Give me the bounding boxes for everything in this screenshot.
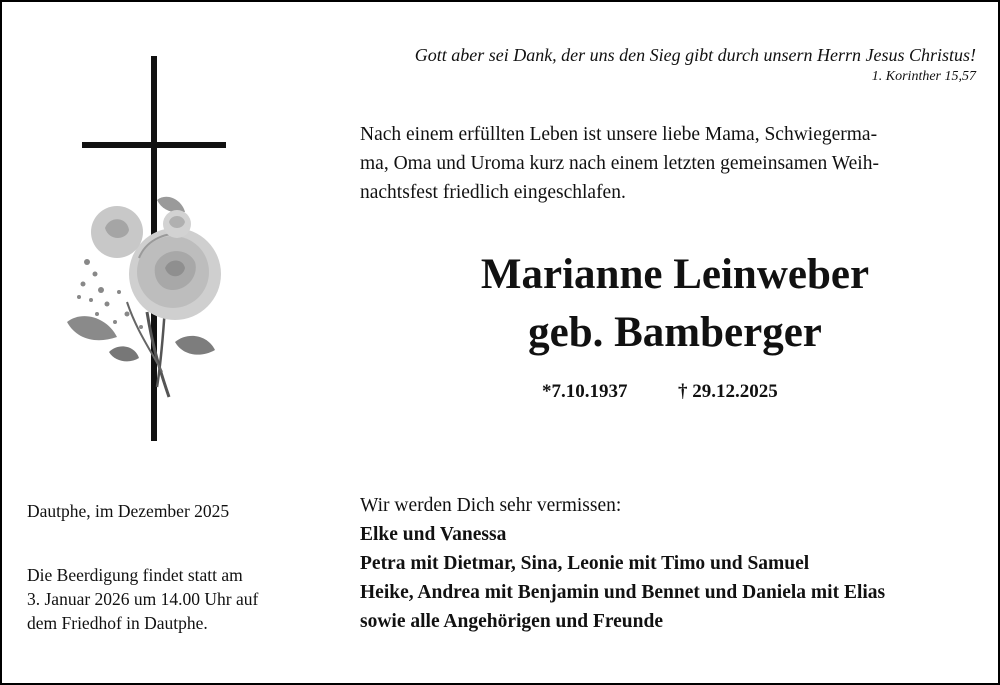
mourners-intro: Wir werden Dich sehr vermissen: xyxy=(360,495,622,516)
deceased-name: Marianne Leinweber xyxy=(480,251,870,298)
mourner-line: sowie alle Angehörigen und Freunde xyxy=(360,611,664,632)
birth-date: *7.10.1937 xyxy=(542,381,628,402)
funeral-line: dem Friedhof in Dautphe. xyxy=(27,613,208,633)
mourner-line: Elke und Vanessa xyxy=(360,524,507,545)
death-date: † 29.12.2025 xyxy=(678,381,778,402)
deceased-maiden-name: geb. Bamberger xyxy=(528,309,822,356)
mourners-list xyxy=(360,520,990,636)
bible-verse: Gott aber sei Dank, der uns den Sieg gibt durch unsern Herrn Jesus Christus! xyxy=(414,45,976,65)
bible-verse-reference: 1. Korinther 15,57 xyxy=(871,69,976,84)
intro-line: ma, Oma und Uroma kurz nach einem letzten gemeinsamen Weih- xyxy=(360,153,879,174)
mourner-line: Petra mit Dietmar, Sina, Leonie mit Timo und Samuel xyxy=(360,553,810,574)
intro-text xyxy=(360,120,982,207)
rose-bouquet-icon xyxy=(67,197,221,397)
intro-line: nachtsfest friedlich eingeschlafen. xyxy=(360,182,626,203)
funeral-info xyxy=(27,563,297,635)
funeral-line: Die Beerdigung findet statt am xyxy=(27,565,243,585)
mourner-line: Heike, Andrea mit Benjamin und Bennet und Daniela mit Elias xyxy=(360,582,886,603)
place-date: Dautphe, im Dezember 2025 xyxy=(27,501,230,521)
cross-with-flowers xyxy=(57,52,257,447)
funeral-line: 3. Januar 2026 um 14.00 Uhr auf xyxy=(27,589,259,609)
intro-line: Nach einem erfüllten Leben ist unsere liebe Mama, Schwiegerma- xyxy=(360,124,878,145)
